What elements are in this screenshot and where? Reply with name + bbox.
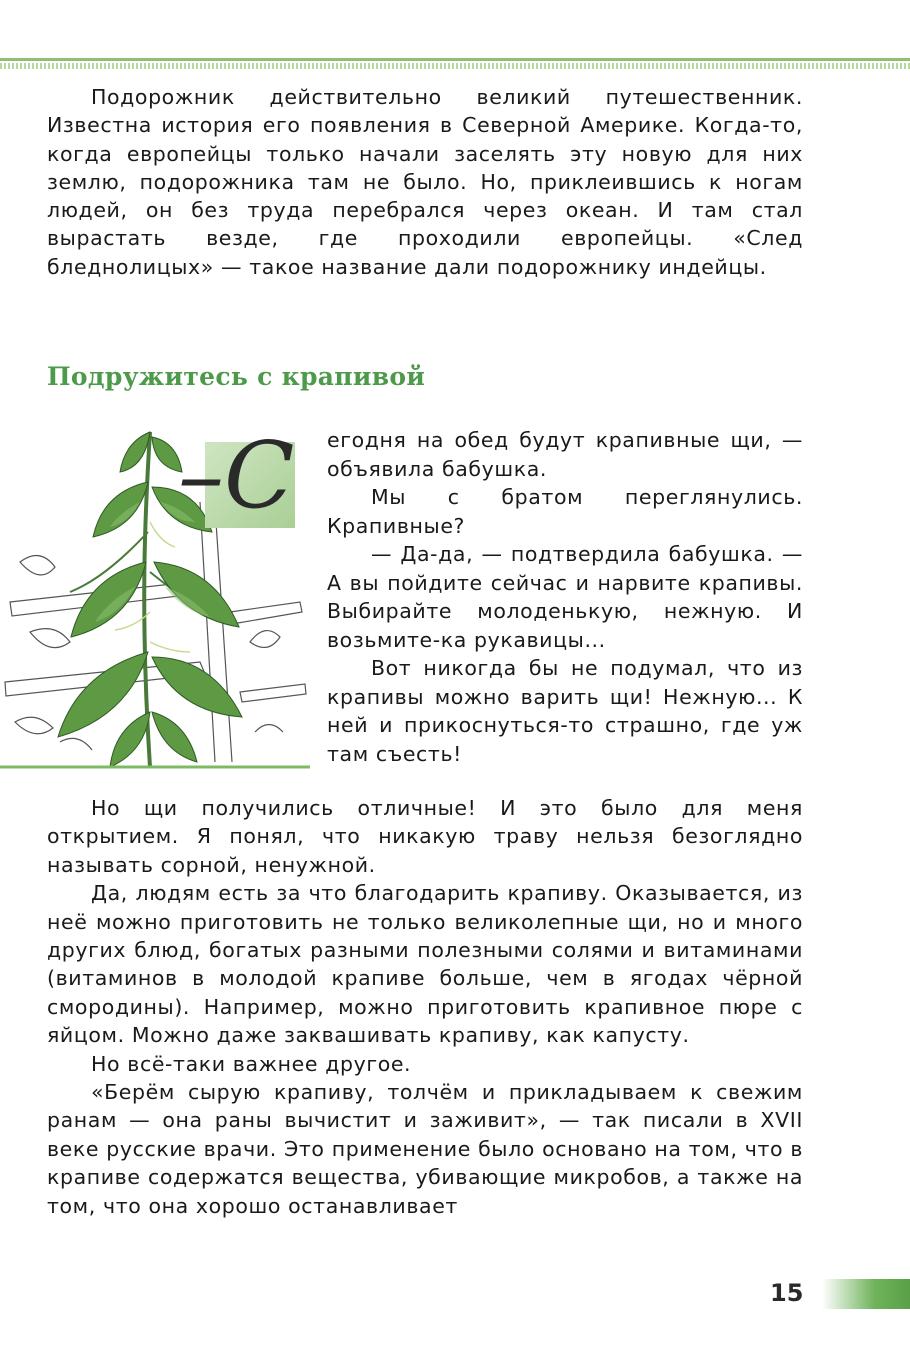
main-paragraph: Но всё-таки важнее другое. bbox=[91, 1051, 412, 1076]
main-paragraph: Да, людям есть за что благодарить крапиву. Оказывается, из неё можно приготовить не только великолепные щи, но и много других блюд, богатых разными полезными солями и витаминами (витаминов в молодой крапиве больше, чем в ягодах чёрной смородины). Например, можно приготовить крапивное пюре с яйцом. Можно даже заквашивать крапиву, как капусту. bbox=[47, 881, 803, 1048]
main-paragraph: «Берём сырую крапиву, толчём и прикладываем к свежим ранам — она раны вычистит и заживит», — так писали в XVII веке русские врачи. Это применение было основано на том, что в крапиве содержатся вещества, убивающие микробов, а также на том, что она хорошо останавливает bbox=[47, 1080, 803, 1218]
side-paragraph: Вот никогда бы не подумал, что из крапивы можно варить щи! Нежную... К ней и прикоснуться-то страшно, где уж там съесть! bbox=[327, 656, 803, 766]
side-paragraph: — Да-да, — подтвердила бабушка. — А вы пойдите сейчас и нарвите крапивы. Выбирайте молоденькую, нежную. И возьмите-ка рукавицы... bbox=[327, 542, 803, 652]
page-number: 15 bbox=[770, 1279, 804, 1307]
page-number-bar bbox=[822, 1279, 910, 1309]
section-heading: Подружитесь с крапивой bbox=[47, 362, 426, 391]
main-paragraph: Но щи получились отличные! И это было для меня открытием. Я понял, что никакую траву нельзя безоглядно называть сорной, ненужной. bbox=[47, 796, 803, 877]
top-border bbox=[0, 58, 910, 70]
main-text bbox=[47, 794, 803, 1220]
intro-paragraph: Подорожник действительно великий путешественник. Известна история его появления в Северной Америке. Когда-то, когда европейцы только начали заселять эту новую для них землю, подорожника там не было. Но, приклеившись к ногам людей, он без труда перебрался через океан. И там стал вырастать везде, где проходили европейцы. «След бледнолицых» — такое название дали подорожнику индейцы. bbox=[47, 85, 803, 279]
side-paragraph: Мы с братом переглянулись. Крапивные? bbox=[327, 485, 803, 538]
drop-cap: –С bbox=[178, 422, 295, 529]
side-paragraph: егодня на обед будут крапивные щи, — объявила бабушка. bbox=[327, 428, 803, 481]
side-text-column bbox=[327, 426, 803, 768]
